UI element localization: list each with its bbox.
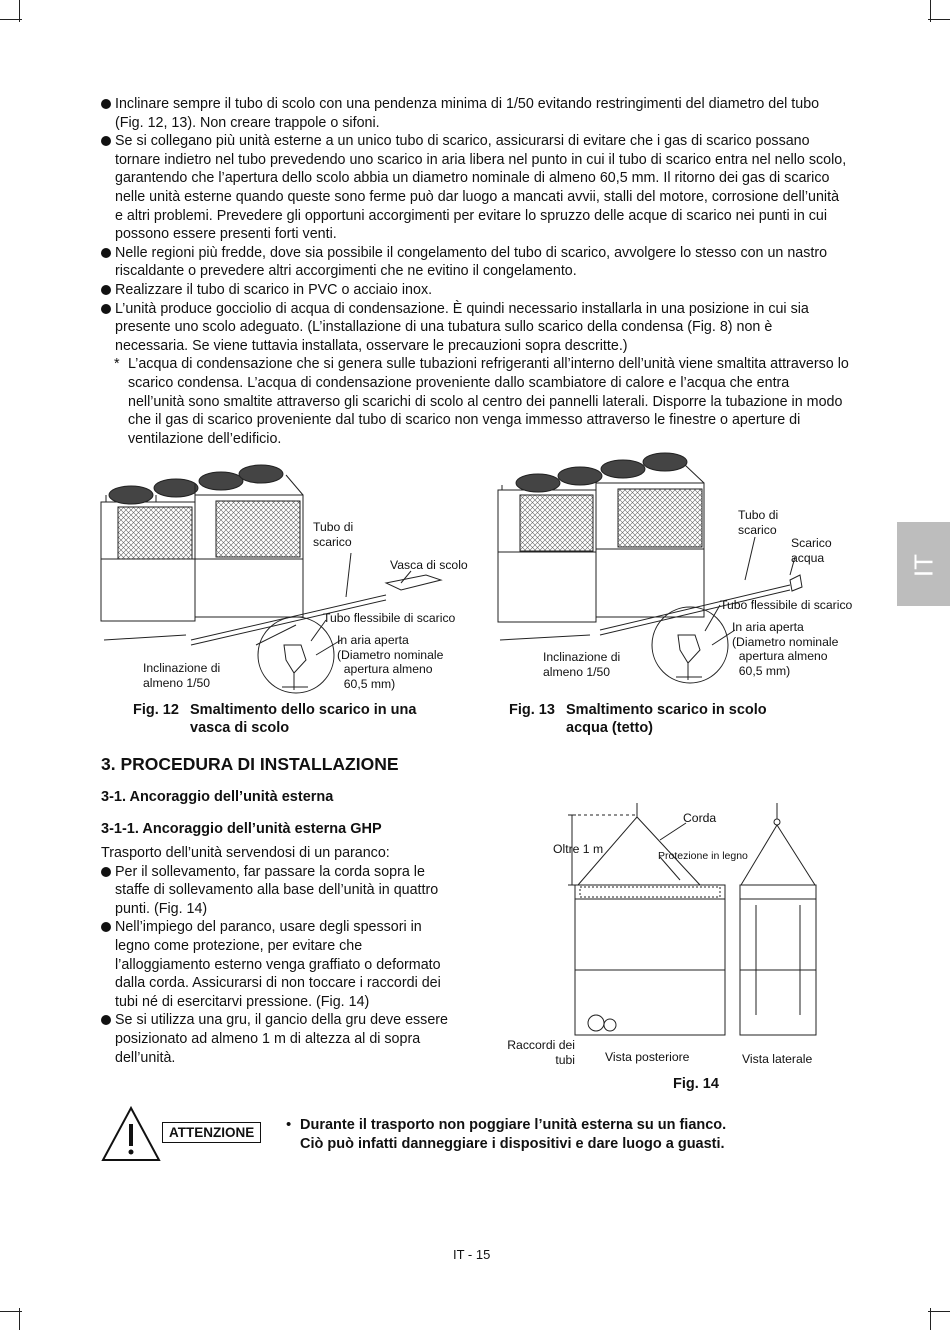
crop-mark (0, 19, 22, 20)
note-asterisk: * (114, 356, 120, 373)
list-item: Inclinare sempre il tubo di scolo con una pendenza minima di 1/50 evitando restringimenti del diametro del tubo (Fig. 12, 13). Non creare trappole o sifoni. (101, 95, 849, 132)
subsubsection-title: 3-1-1. Ancoraggio dell’unità esterna GHP (101, 821, 382, 837)
page-number: IT - 15 (453, 1247, 491, 1262)
fig12-caption-num: Fig. 12 (133, 702, 179, 718)
fig13-caption-text: Smaltimento scarico in scolo acqua (tetto) (566, 702, 767, 736)
list-item: Per il sollevamento, far passare la corda sopra le staffe di sollevamento alla base dell’unità in quattro punti. (Fig. 14) (101, 863, 453, 919)
fig14-caption: Fig. 14 (673, 1076, 719, 1092)
transport-intro: Trasporto dell’unità servendosi di un paranco: (101, 845, 390, 861)
bullet-icon (101, 285, 111, 295)
section-title: 3. PROCEDURA DI INSTALLAZIONE (101, 754, 399, 774)
fig14-label-raccordi: Raccordi dei tubi (507, 1038, 575, 1067)
bullet-icon (101, 136, 111, 146)
bullet-icon (101, 922, 111, 932)
fig12-label-open: In aria aperta (Diametro nominale apertura almeno 60,5 mm) (337, 633, 444, 691)
fig13-label-scarico: Scarico acqua (791, 536, 832, 565)
crop-mark (0, 1311, 22, 1312)
language-tab (897, 522, 950, 606)
fig13-label-open: In aria aperta (Diametro nominale apertura almeno 60,5 mm) (732, 620, 839, 678)
list-item: Se si collegano più unità esterne a un unico tubo di scarico, assicurarsi di evitare che i gas di scarico possano tornare indietro nel tubo prevedendo uno scarico in aria libera nel punto in cui il tubo di scarico entra nel nello scolo, garantendo che l’apertura dello scolo abbia un diametro nominale di almeno 60,5 mm. Il ritorno dei gas di scarico nelle unità esterne quando queste sono ferme può dar luogo a mancati avvii, stalli del motore, corrosione dell’unità e altri problemi. Prevedere gli opportuni accorgimenti per evitare lo spruzzo delle acque di scarico nei punti in cui possono essere presenti forti venti. (101, 132, 849, 244)
list-item: Nelle regioni più fredde, dove sia possibile il congelamento del tubo di scarico, avvolgere lo stesso con un nastro riscaldante o prevedere altri accorgimenti che ne evitino il congelamento. (101, 244, 849, 281)
fig13-caption-num: Fig. 13 (509, 702, 555, 718)
fig13-label-tubo: Tubo di scarico (738, 508, 779, 537)
list-item: L’unità produce gocciolio di acqua di condensazione. È quindi necessario installarla in una posizione in cui sia presente uno scolo adeguato. (L’installazione di una tubatura sullo scarico della condensa (Fig. 8) non è necessaria. Se viene tuttavia installata, osservare le precauzioni sopra descritte.) (101, 300, 849, 356)
fig13-label-incl: Inclinazione di almeno 1/50 (543, 650, 621, 679)
crop-mark (928, 19, 950, 20)
intro-bullet-list (101, 95, 849, 448)
note-text: L’acqua di condensazione che si genera sulle tubazioni refrigeranti all’interno dell’unità viene smaltita attraverso lo scarico condensa. L’acqua di condensazione proveniente dallo scambiatore di calore e l’acqua che entra nell’unità sono smaltite attraverso gli scarichi di scolo al centro dei pannelli laterali. Disporre la tubazione in modo che il gas di scarico proveniente dal tubo di scarico non venga immesso attraverso le finestre o aperture di ventilazione dell’edificio. (128, 356, 849, 447)
fig14-drawing (500, 795, 840, 1060)
list-item: Se si utilizza una gru, il gancio della gru deve essere posizionato ad almeno 1 m di altezza al di sopra dell’unità. (101, 1011, 453, 1067)
list-item: Nell’impiego del paranco, usare degli spessori in legno come protezione, per evitare che l’alloggiamento esterno venga graffiato o deformato dalla corda. Assicurarsi di non toccare i raccordi dei tubi né di esercitarvi pressione. (Fig. 14) (101, 918, 453, 1011)
fig14-label-prot: Protezione in legno (658, 850, 748, 862)
warning-label: ATTENZIONE (162, 1122, 261, 1143)
fig14-label-post: Vista posteriore (605, 1050, 690, 1064)
subsection-title: 3-1. Ancoraggio dell’unità esterna (101, 789, 334, 805)
bullet-icon (101, 1015, 111, 1025)
language-tab-label: IT (908, 553, 939, 578)
crop-mark (928, 1311, 950, 1312)
warning-bullet: • (286, 1116, 292, 1133)
bullet-icon (101, 867, 111, 877)
fig14-label-oltre: Oltre 1 m (553, 842, 604, 856)
fig12-label-flex: Tubo flessibile di scarico (323, 611, 456, 625)
bullet-icon (101, 248, 111, 258)
fig14-label-lat: Vista laterale (742, 1052, 813, 1066)
note-item (101, 355, 849, 448)
fig12-label-vasca: Vasca di scolo (390, 558, 468, 572)
fig13-label-flex: Tubo flessibile di scarico (720, 598, 853, 612)
list-item: Realizzare il tubo di scarico in PVC o acciaio inox. (101, 281, 849, 300)
warning-triangle-icon (100, 1105, 162, 1163)
warning-text: Durante il trasporto non poggiare l’unità esterna su un fianco. Ciò può infatti danneggiare i dispositivi e dare luogo a guasti. (300, 1117, 727, 1152)
transport-section (101, 844, 453, 1067)
fig12-label-tubo: Tubo di scarico (313, 520, 354, 549)
fig12-label-incl: Inclinazione di almeno 1/50 (143, 661, 221, 690)
fig12-caption-text: Smaltimento dello scarico in una vasca di scolo (190, 702, 417, 736)
fig14-label-corda: Corda (683, 811, 717, 825)
bullet-icon (101, 99, 111, 109)
bullet-icon (101, 304, 111, 314)
